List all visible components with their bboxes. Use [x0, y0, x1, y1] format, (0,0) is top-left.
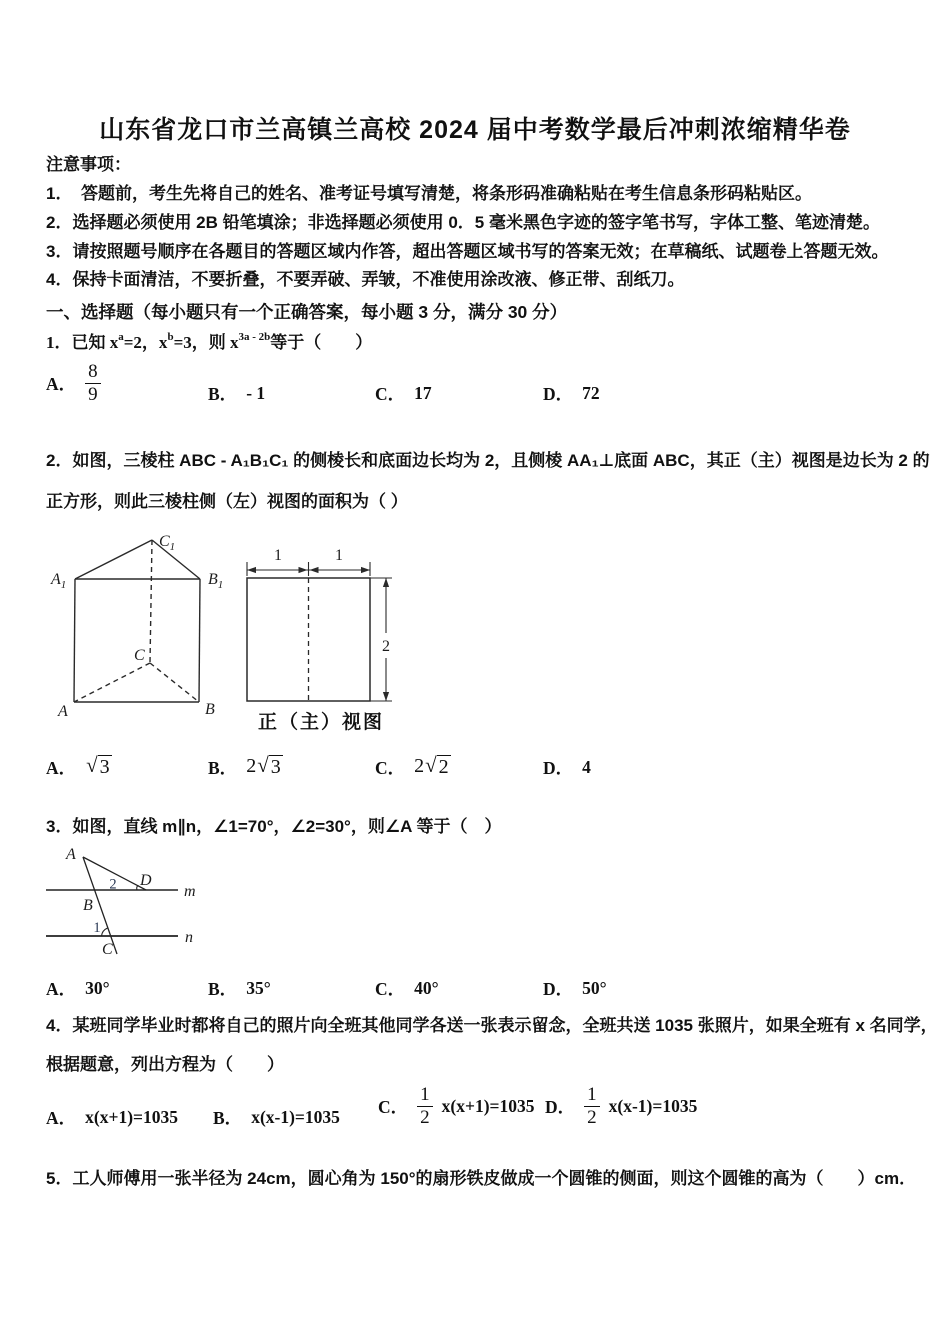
q1-option-c-value: 17	[414, 383, 432, 403]
q1-stem-part: 等于（ ）	[270, 333, 373, 352]
page-title: 山东省龙口市兰高镇兰高校 2024 届中考数学最后冲刺浓缩精华卷	[99, 116, 851, 144]
radicand: 3	[270, 756, 281, 778]
point-label-c: C	[102, 941, 113, 958]
q1-stem-part: =3，则 x	[173, 333, 239, 352]
vertex-label-a: A	[58, 703, 68, 720]
q1-option-a-fraction	[85, 361, 101, 405]
triangular-prism-figure	[48, 520, 243, 722]
notice-item-4: 4．保持卡面清洁，不要折叠，不要弄破、弄皱，不准使用涂改液、修正带、刮纸刀。	[46, 270, 685, 289]
radical-coefficient: 2	[414, 755, 425, 777]
q4-option-a	[46, 1105, 178, 1130]
prism-edge-a1a	[74, 579, 75, 702]
q1-option-c	[375, 381, 432, 406]
q2-option-d-value: 4	[582, 756, 591, 777]
q2-option-c-label: C．	[375, 757, 406, 778]
q1-stem-part: 1．已知 x	[46, 333, 119, 352]
fraction-denominator: 9	[85, 383, 101, 405]
dim-label-top-left: 1	[274, 547, 282, 564]
q1-option-c-label: C．	[375, 384, 406, 404]
q2-option-b	[208, 750, 283, 784]
q3-option-a-label: A．	[46, 979, 77, 999]
q4-option-a-label: A．	[46, 1108, 77, 1128]
q4-option-d-label: D．	[545, 1096, 576, 1117]
prism-hidden-edge-cb	[150, 663, 199, 702]
q3-option-c	[375, 976, 439, 1001]
q4-option-c	[378, 1078, 535, 1134]
sqrt-sign: √	[86, 753, 98, 777]
q3-option-d-value: 50°	[582, 978, 607, 998]
q2-option-b-radical	[246, 755, 283, 779]
sqrt-sign: √	[425, 753, 437, 777]
vertex-label-a1: $A_1$	[51, 571, 67, 591]
dim-label-top-right: 1	[335, 547, 343, 564]
front-view-caption: 正（主）视图	[258, 712, 385, 733]
q4-option-a-value: x(x+1)=1035	[85, 1107, 178, 1127]
q2-option-a	[46, 750, 112, 784]
line-label-n: n	[185, 929, 193, 946]
notice-item-2: 2．选择题必须使用 2B 铅笔填涂；非选择题必须使用 0．5 毫米黑色字迹的签字笔书写，字体工整、笔迹清楚。	[46, 213, 880, 232]
vertex-label-b1: $B_1$	[208, 571, 224, 591]
q1-exponent-expr: 3a - 2b	[238, 331, 271, 344]
q2-option-c	[375, 750, 451, 784]
q1-option-b-label: B．	[208, 384, 238, 404]
dim-label-right: 2	[382, 638, 390, 655]
radicand: 3	[99, 756, 110, 778]
q1-option-d-label: D．	[543, 384, 574, 404]
fraction-numerator: 8	[88, 361, 98, 383]
question-2-stem-line1: 2．如图，三棱柱 ABC - A₁B₁C₁ 的侧棱长和底面边长均为 2，且侧棱 AA₁⊥底面 ABC，其正（主）视图是边长为 2 的	[46, 451, 930, 470]
line-label-m: m	[184, 883, 196, 900]
sqrt-sign: √	[257, 753, 269, 777]
q3-option-a-value: 30°	[85, 978, 110, 998]
question-4-stem-line1: 4．某班同学毕业时都将自己的照片向全班其他同学各送一张表示留念，全班共送 1035 张照片，如果全班有 x 名同学，	[46, 1016, 938, 1035]
vertex-label-b: B	[205, 701, 215, 718]
question-2-stem-line2: 正方形，则此三棱柱侧（左）视图的面积为（ ）	[46, 492, 408, 511]
radical-coefficient: 2	[246, 755, 257, 777]
q1-option-d-value: 72	[582, 383, 600, 403]
q2-option-d	[543, 750, 591, 784]
point-label-a: A	[66, 846, 76, 863]
angle-2-label: 2	[109, 876, 117, 893]
q4-option-d	[545, 1078, 697, 1134]
prism-hidden-edge-c1c	[150, 540, 152, 663]
prism-edge-a1c1	[75, 540, 152, 579]
q4-option-b-label: B．	[213, 1108, 243, 1128]
fraction-denominator: 2	[417, 1106, 433, 1128]
angle-1-arc	[102, 928, 108, 936]
q1-option-a-label: A．	[46, 373, 77, 394]
q3-option-b	[208, 976, 271, 1001]
q4-option-b	[213, 1105, 340, 1130]
q1-exponent-a: a	[118, 331, 124, 344]
radicand: 2	[438, 756, 449, 778]
q3-option-c-value: 40°	[414, 978, 439, 998]
q1-exponent-b: b	[167, 331, 174, 344]
vertex-label-c1: $C_1$	[159, 533, 176, 553]
q4-option-c-fraction	[417, 1084, 433, 1128]
q3-option-d	[543, 976, 607, 1001]
q4-option-b-value: x(x-1)=1035	[251, 1107, 340, 1127]
fraction-denominator: 2	[584, 1106, 600, 1128]
q3-option-b-label: B．	[208, 979, 238, 999]
q4-option-d-fraction	[584, 1084, 600, 1128]
q3-option-d-label: D．	[543, 979, 574, 999]
fraction-numerator: 1	[420, 1084, 430, 1106]
q1-option-b-value: - 1	[246, 383, 266, 403]
q4-option-c-value: x(x+1)=1035	[441, 1095, 535, 1116]
prism-edge-b1b	[199, 579, 200, 702]
q4-option-d-value: x(x-1)=1035	[608, 1095, 698, 1116]
section-1-heading: 一、选择题（每小题只有一个正确答案，每小题 3 分，满分 30 分）	[46, 302, 568, 322]
q1-option-b	[208, 381, 265, 406]
q1-option-a	[46, 357, 101, 409]
q2-option-b-label: B．	[208, 757, 238, 778]
q3-option-b-value: 35°	[246, 978, 271, 998]
fraction-numerator: 1	[587, 1084, 597, 1106]
notice-item-1: 1． 答题前，考生先将自己的姓名、准考证号填写清楚，将条形码准确粘贴在考生信息条形码粘贴区。	[46, 184, 812, 203]
question-5-stem: 5．工人师傅用一张半径为 24cm，圆心角为 150°的扇形铁皮做成一个圆锥的侧面，则这个圆锥的高为（ ）cm．	[46, 1169, 917, 1188]
q2-option-a-label: A．	[46, 757, 77, 778]
q2-option-c-radical	[414, 755, 451, 779]
vertex-label-c: C	[134, 647, 145, 664]
question-3-stem: 3．如图，直线 m∥n，∠1=70°，∠2=30°，则∠A 等于（ ）	[46, 817, 502, 836]
prism-hidden-edge-ca	[74, 663, 150, 702]
q2-option-a-radical	[85, 755, 112, 779]
parallel-lines-angle-figure	[40, 841, 210, 966]
notice-item-3: 3．请按照题号顺序在各题目的答题区域内作答，超出答题区域书写的答案无效；在草稿纸、试题卷上答题无效。	[46, 242, 889, 261]
point-label-d: D	[140, 872, 152, 889]
q4-option-c-label: C．	[378, 1096, 409, 1117]
q3-option-c-label: C．	[375, 979, 406, 999]
q1-option-d	[543, 381, 600, 406]
point-label-b: B	[83, 897, 93, 914]
notice-heading: 注意事项：	[46, 155, 131, 174]
q1-stem-part: =2，x	[123, 333, 168, 352]
dimension-arrowheads	[247, 567, 389, 701]
angle-1-label: 1	[93, 920, 101, 936]
question-4-stem-line2: 根据题意，列出方程为（ ）	[46, 1055, 284, 1074]
front-view-figure	[240, 538, 415, 706]
question-1-stem	[46, 328, 372, 353]
q2-option-d-label: D．	[543, 757, 574, 778]
q3-option-a	[46, 976, 110, 1001]
